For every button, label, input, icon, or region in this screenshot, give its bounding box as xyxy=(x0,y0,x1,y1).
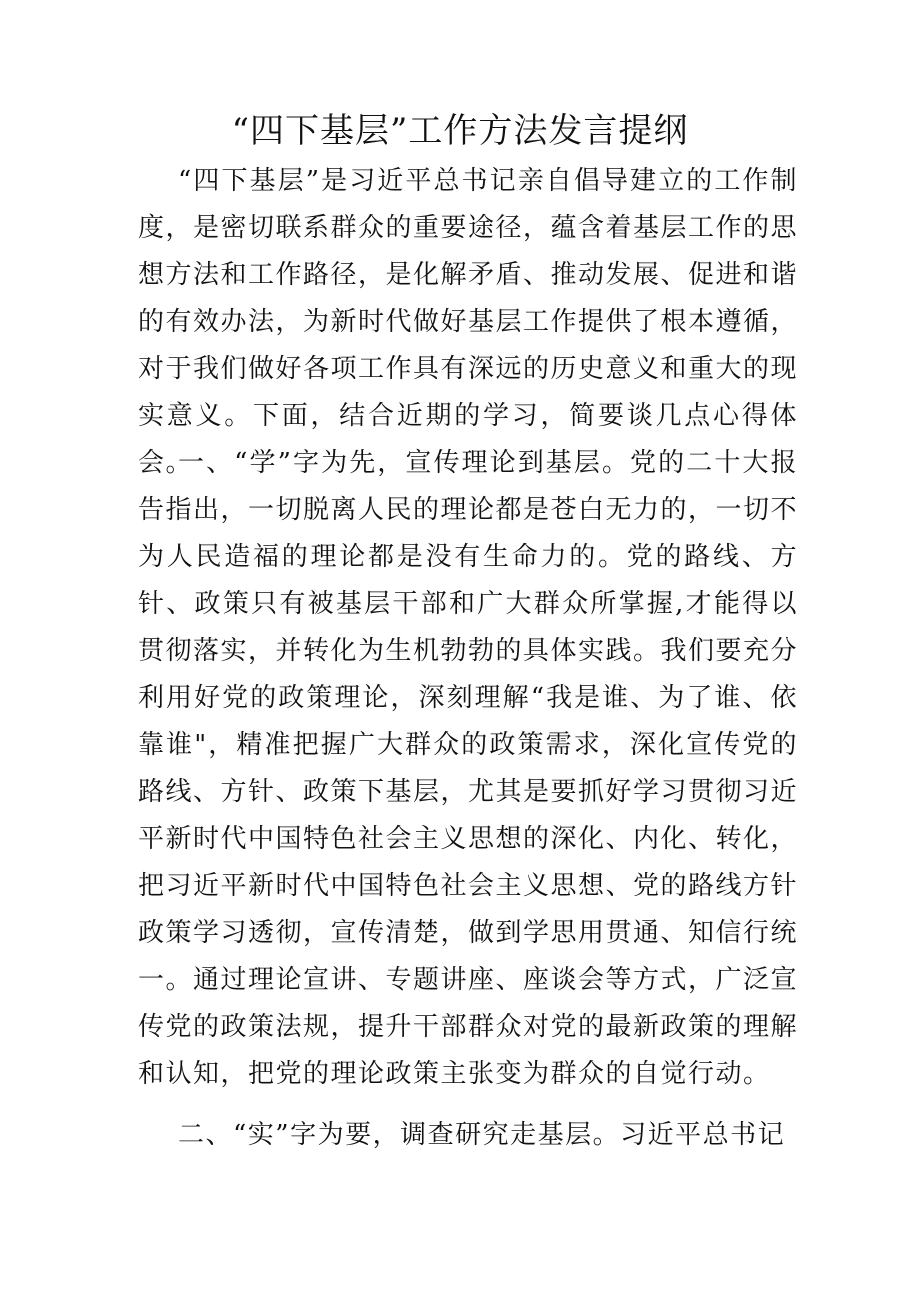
intro-paragraph: “四下基层”是习近平总书记亲自倡导建立的工作制度，是密切联系群众的重要途径，蕴含着基层工作的思想方法和工作路径，是化解矛盾、推动发展、促进和谐的有效办法，为新时代做好基层工作提供了根本遵循，对于我们做好各项工作具有深远的历史意义和重大的现实意义。下面，结合近期的学习，简要谈几点心得体会。 xyxy=(138,166,799,478)
section-one-paragraph: 一、“学”字为先，宣传理论到基层。党的二十大报告指出，一切脱离人民的理论都是苍白无力的，一切不为人民造福的理论都是没有生命力的。党的路线、方针、政策只有被基层干部和广大群众所掌握,才能得以贯彻落实，并转化为生机勃勃的具体实践。我们要充分利用好党的政策理论，深刻理解“我是谁、为了谁、依靠谁"，精准把握广大群众的政策需求，深化宣传党的路线、方针、政策下基层，尤其是要抓好学习贯彻习近平新时代中国特色社会主义思想的深化、内化、转化，把习近平新时代中国特色社会主义思想、党的路线方针政策学习透彻，宣传清楚，做到学思用贯通、知信行统一。通过理论宣讲、专题讲座、座谈会等方式，广泛宣传党的政策法规，提升干部群众对党的最新政策的理解和认知，把党的理论政策主张变为群众的自觉行动。 xyxy=(138,448,799,1089)
section-two-paragraph: 二、“实”字为要，调查研究走基层。习近平总书记 xyxy=(178,1120,786,1150)
document-title: “四下基层”工作方法发言提纲 xyxy=(231,111,689,151)
